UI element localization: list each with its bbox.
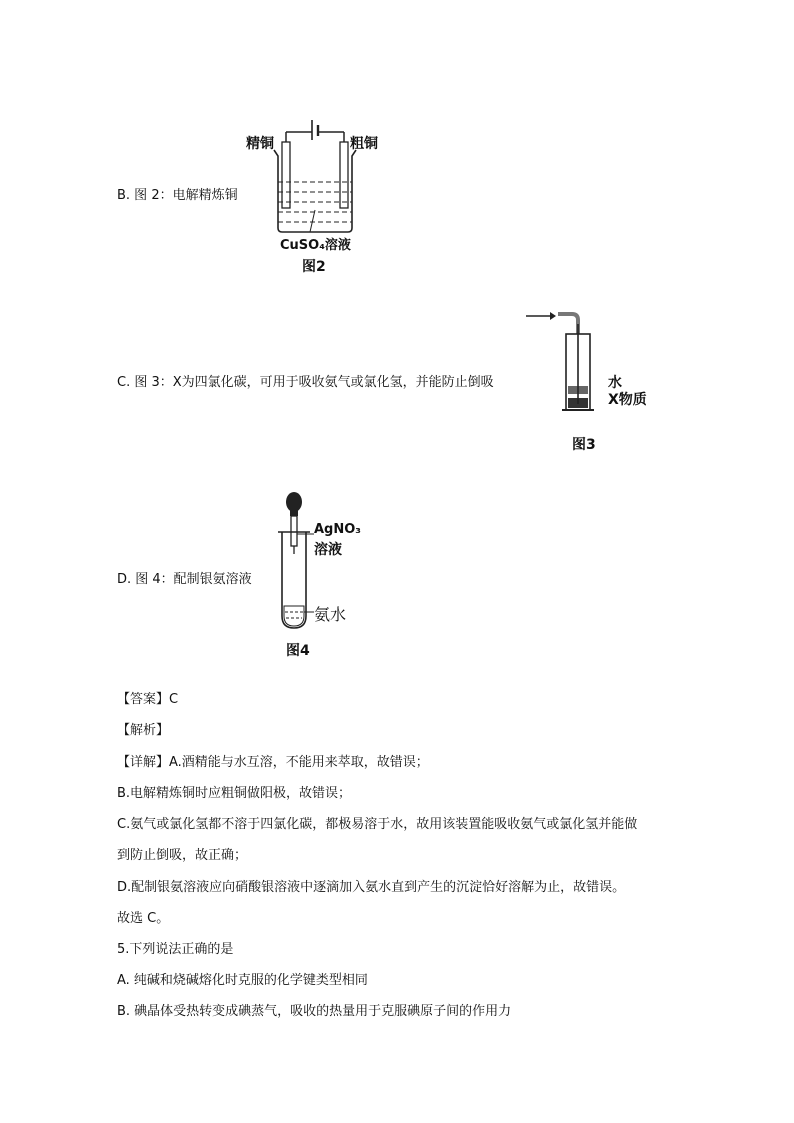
question-5-option-a: A. 纯碱和烧碱熔化时克服的化学键类型相同 (117, 973, 368, 988)
label-agno3: AgNO₃ (314, 522, 361, 537)
detail-line: B.电解精炼铜时应粗铜做阳极，故错误； (117, 786, 352, 801)
option-c-text: C. 图 3：X为四氯化碳，可用于吸收氨气或氯化氢，并能防止倒吸 (117, 375, 494, 390)
label-water: 水 (608, 375, 622, 391)
figure-3 (520, 300, 660, 460)
figure-4 (270, 488, 400, 663)
detail-line: 【详解】A.酒精能与水互溶，不能用来萃取，故错误； (117, 755, 429, 770)
detail-line: 故选 C。 (117, 911, 170, 926)
detail-line: D.配制银氨溶液应向硝酸银溶液中逐滴加入氨水直到产生的沉淀恰好溶解为止，故错误。 (117, 880, 626, 895)
analysis-heading: 【解析】 (117, 723, 170, 738)
answer-text: 【答案】C (117, 692, 179, 707)
detail-line: C.氨气或氯化氢都不溶于四氯化碳，都极易溶于水，故用该装置能吸收氨气或氯化氢并能做 (117, 817, 638, 832)
option-d-text: D. 图 4：配制银氨溶液 (117, 572, 252, 587)
question-5-stem: 5.下列说法正确的是 (117, 942, 234, 957)
label-ammonia: 氨水 (314, 605, 347, 624)
question-5-option-b: B. 碘晶体受热转变成碘蒸气，吸收的热量用于克服碘原子间的作用力 (117, 1004, 512, 1019)
option-b-text: B. 图 2：电解精炼铜 (117, 188, 238, 203)
figure-4-caption: 图4 (286, 643, 310, 659)
detail-line: 到防止倒吸，故正确； (117, 848, 248, 863)
figure-3-caption: 图3 (572, 437, 596, 453)
figure-2 (240, 110, 390, 280)
label-pure-copper: 精铜 (246, 136, 274, 152)
label-agno3-solution: 溶液 (314, 542, 342, 558)
label-cuso4-solution: CuSO₄溶液 (280, 238, 351, 253)
label-crude-copper: 粗铜 (350, 136, 378, 152)
label-x-substance: X物质 (608, 392, 647, 408)
figure-2-caption: 图2 (302, 259, 326, 275)
